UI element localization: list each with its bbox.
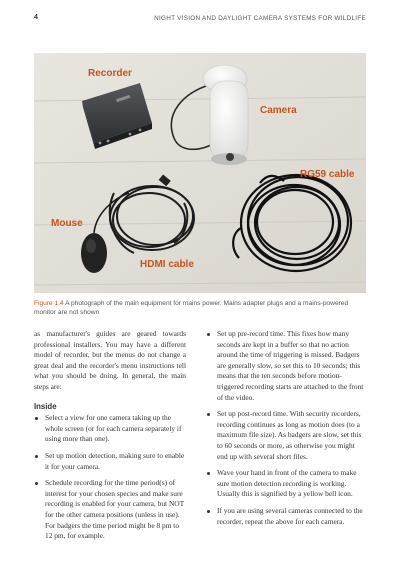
intro-paragraph: as manufacturer's guides are geared towards professional installers. You may have a different model of recorder, but the menus do not change a great deal and the recorder's menu instructions tell what you should be doing. In general, the main steps are: [34, 329, 186, 391]
bullet-icon [35, 482, 38, 485]
bullet-icon [207, 413, 210, 416]
bullet-icon [207, 333, 210, 336]
figure-caption [34, 299, 366, 318]
setup-steps-list [206, 329, 366, 527]
bullet-icon [207, 510, 210, 513]
left-column [34, 329, 186, 548]
list-item: Schedule recording for the time period(s) of interest for your chosen species and make sure recording is enabled for your camera, but NOT for the other camera positions (unless in use). For badgers the time period might be 8 pm to 12 pm, for example. [34, 478, 186, 542]
list-item: Set up motion detection, making sure to enable it for your camera. [34, 451, 186, 472]
label-mouse: Mouse [51, 218, 83, 229]
list-item: Set up pre-record time. This fixes how many seconds are kept in a buffer so that no action around the time of triggering is missed. Badgers are generally slow, so set this to 10 seconds; this means that the ten seconds before motion-triggered recording starts are attached to the front of the video. [206, 329, 366, 403]
right-column [206, 329, 366, 533]
section-heading-inside: Inside [34, 401, 57, 411]
running-header [34, 14, 366, 26]
inside-steps-list [34, 413, 186, 542]
equipment-photo [34, 53, 366, 293]
page-number: 4 [34, 14, 39, 21]
figure-number: Figure 1.4 [34, 300, 64, 307]
bullet-icon [207, 472, 210, 475]
label-recorder: Recorder [88, 68, 132, 79]
list-item: Set up post-record time. With security recorders, recording continues as long as motion does (to a maximum file size). As badgers are slow, set this to 60 seconds or more, as otherwise you might end up with several short files. [206, 409, 366, 462]
bullet-icon [35, 417, 38, 420]
label-camera: Camera [260, 105, 297, 116]
bullet-icon [35, 455, 38, 458]
list-item: Wave your hand in front of the camera to make sure motion detection recording is working. Usually this is signified by a yellow bell icon. [206, 468, 366, 500]
list-item: Select a view for one camera taking up the whole screen (or for each camera separately if using more than one). [34, 413, 186, 445]
label-hdmi-cable: HDMI cable [140, 259, 194, 270]
label-rg59-cable: RG59 cable [300, 169, 355, 180]
running-title: NIGHT VISION AND DAYLIGHT CAMERA SYSTEMS FOR WILDLIFE [154, 15, 366, 22]
list-item: If you are using several cameras connected to the recorder, repeat the above for each camera. [206, 506, 366, 527]
figure-caption-text: A photograph of the main equipment for mains power. Mains adapter plugs and a mains-powered monitor are not shown [34, 300, 349, 317]
